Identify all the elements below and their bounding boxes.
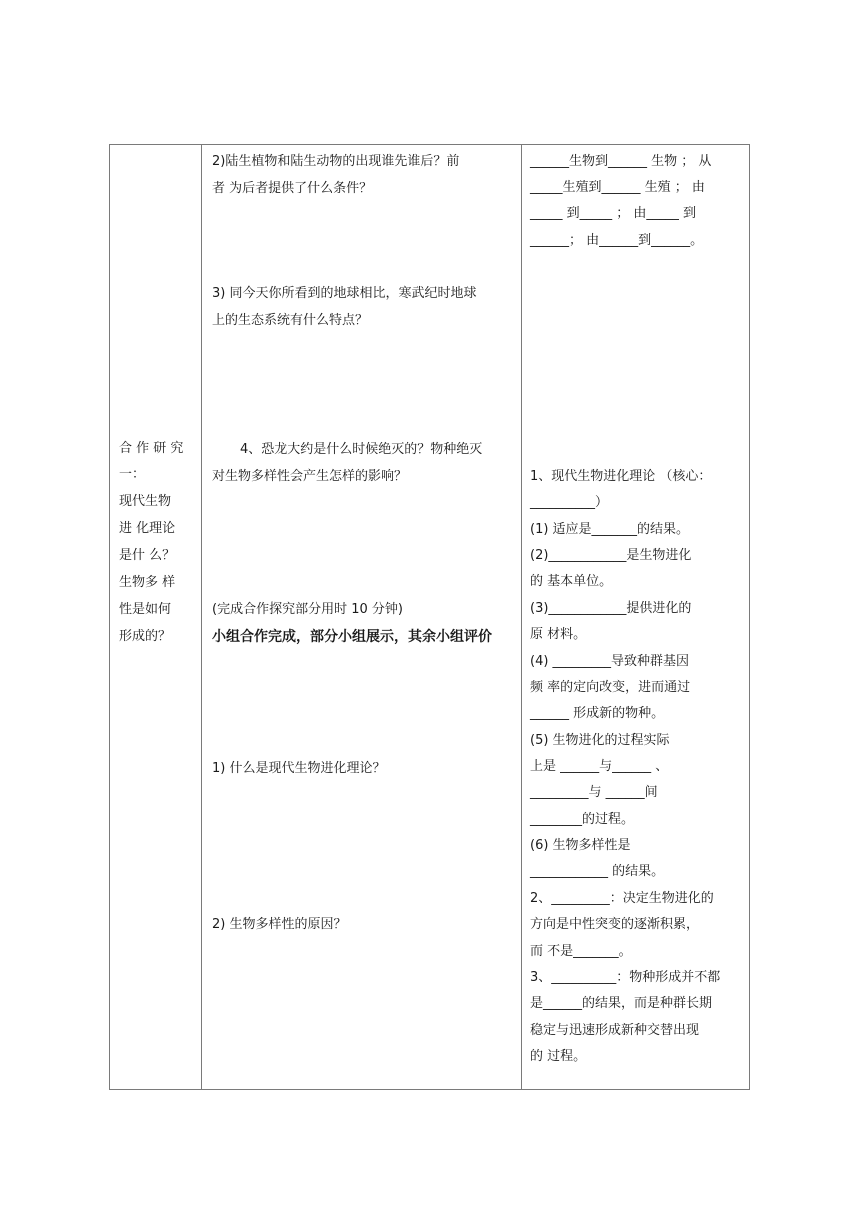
question-4-line: 4、恐龙大约是什么时候绝灭的？物种绝灭 — [240, 442, 483, 457]
question-3-line: 3) 同今天你所看到的地球相比，寒武纪时地球 — [212, 286, 477, 301]
theory-line: __________） — [530, 495, 609, 510]
theory-line: 的 过程。 — [530, 1049, 587, 1064]
theory-line: 1、现代生物进化理论 （核心： — [530, 469, 712, 484]
theory-line: (4) _________导致种群基因 — [530, 654, 690, 669]
theory-line: ________的过程。 — [530, 812, 635, 827]
study-table — [109, 144, 750, 1090]
theory-line: 原 材料。 — [530, 627, 587, 642]
question-2-line: 2)陆生植物和陆生动物的出现谁先谁后？前 — [212, 154, 460, 169]
theory-line: 稳定与迅速形成新种交替出现 — [530, 1023, 700, 1038]
theory-line: 3、__________：物种形成并不都 — [530, 970, 721, 985]
section-title-line: 是什 么？ — [119, 548, 176, 563]
evolution-trend-line: _____生殖到______ 生殖 ； 由 — [530, 180, 705, 195]
theory-line: (6) 生物多样性是 — [530, 838, 631, 853]
question-2-line: 者 为后者提供了什么条件？ — [212, 181, 373, 196]
section-title-line: 进 化理论 — [119, 521, 176, 536]
theory-line: 频 率的定向改变，进而通过 — [530, 680, 691, 695]
evolution-trend-line: ______； 由______到______。 — [530, 233, 704, 248]
section-title-line: 合 作 研 究 — [119, 441, 184, 456]
question-4-line: 对生物多样性会产生怎样的影响？ — [212, 469, 408, 484]
theory-line: (1) 适应是_______的结果。 — [530, 522, 690, 537]
section-title-line: 一： — [119, 467, 146, 482]
sub-question-1: 1) 什么是现代生物进化理论？ — [212, 761, 386, 776]
theory-line: ______ 形成新的物种。 — [530, 706, 665, 721]
theory-line: _________与 ______间 — [530, 785, 658, 800]
theory-line: 是______的结果，而是种群长期 — [530, 996, 713, 1011]
theory-line: (2)____________是生物进化 — [530, 548, 692, 563]
theory-line: 上是 ______与______ 、 — [530, 759, 669, 774]
theory-line: (3)____________提供进化的 — [530, 601, 692, 616]
section-title-cell — [110, 145, 201, 1089]
evolution-trend-line: ______生物到______ 生物 ； 从 — [530, 154, 712, 169]
section-title-line: 形成的？ — [119, 629, 172, 644]
theory-line: 而 不是_______。 — [530, 944, 632, 959]
sub-question-2: 2) 生物多样性的原因？ — [212, 917, 347, 932]
theory-line: ____________ 的结果。 — [530, 864, 665, 879]
theory-line: 的 基本单位。 — [530, 574, 613, 589]
question-3-line: 上的生态系统有什么特点？ — [212, 313, 369, 328]
theory-line: 2、_________：决定生物进化的 — [530, 891, 714, 906]
evolution-trend-line: _____ 到_____ ； 由_____ 到 — [530, 206, 697, 221]
questions-cell — [202, 145, 521, 1089]
section-title-line: 生物多 样 — [119, 575, 176, 590]
section-title-line: 性是如何 — [119, 602, 172, 617]
time-note: (完成合作探究部分用时 10 分钟) — [212, 602, 403, 617]
theory-line: 方向是中性突变的逐渐积累， — [530, 917, 700, 932]
theory-line: (5) 生物进化的过程实际 — [530, 733, 670, 748]
answers-cell — [522, 145, 749, 1089]
section-title-line: 现代生物 — [119, 494, 172, 509]
group-note: 小组合作完成，部分小组展示，其余小组评价 — [212, 629, 492, 645]
